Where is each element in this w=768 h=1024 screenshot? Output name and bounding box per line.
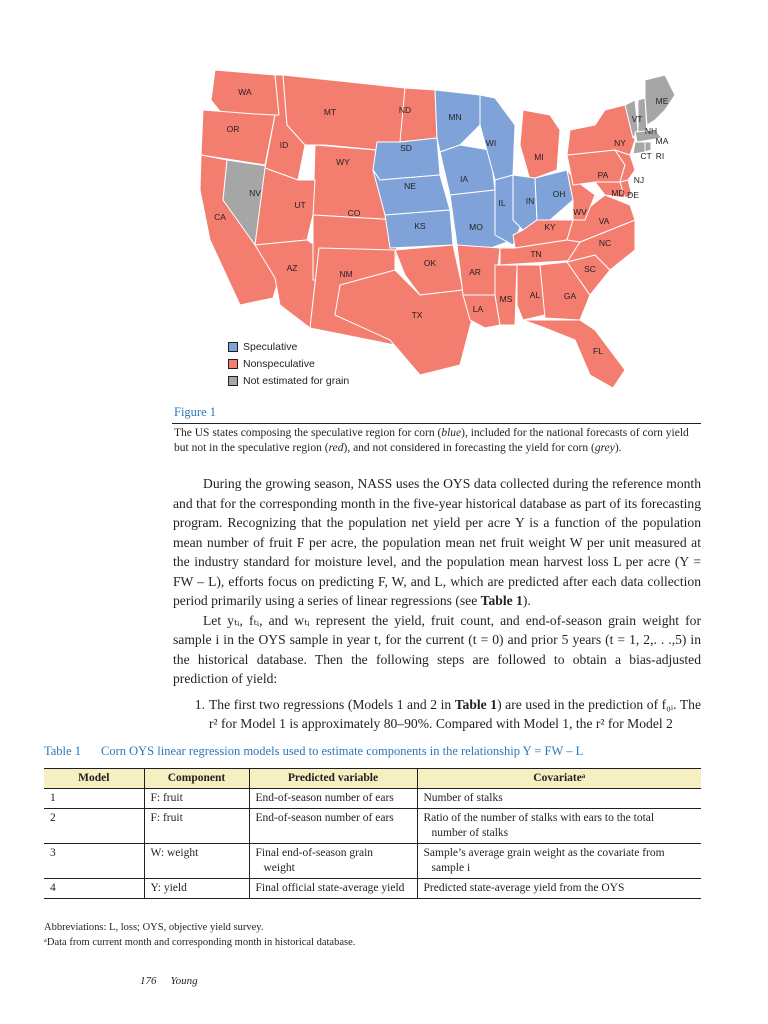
list-item: 1. The first two regressions (Models 1 and 2 in Table 1) are used in the prediction of f₀ᵢ. The r² for Model 1 is approximately 80–90%. Compared with Model 1, the r² for Model 2 xyxy=(194,696,701,731)
state-label-wi: WI xyxy=(485,138,497,148)
page-footer xyxy=(140,975,198,987)
column-header: Component xyxy=(144,769,249,789)
state-label-md: MD xyxy=(611,188,625,198)
footnote: ᵃData from current month and corresponding month in historical database. xyxy=(44,937,356,948)
state-label-tx: TX xyxy=(411,310,423,320)
state-label-ri: RI xyxy=(655,151,665,161)
state-label-mn: MN xyxy=(448,112,462,122)
legend-item-speculative xyxy=(228,338,349,355)
map-legend xyxy=(228,338,349,389)
legend-label: Not estimated for grain xyxy=(243,374,350,387)
state-mt xyxy=(283,75,405,152)
state-label-la: LA xyxy=(472,304,484,314)
state-label-wy: WY xyxy=(336,157,350,167)
state-label-ky: KY xyxy=(544,222,556,232)
state-label-ut: UT xyxy=(294,200,306,210)
state-label-nj: NJ xyxy=(633,175,645,185)
state-label-ar: AR xyxy=(469,267,481,277)
state-label-sc: SC xyxy=(584,264,596,274)
column-header: Covariateᵃ xyxy=(417,769,701,789)
state-ia xyxy=(440,145,495,195)
state-pa xyxy=(567,150,625,185)
regression-table xyxy=(44,768,701,899)
state-label-id: ID xyxy=(279,140,289,150)
state-label-ia: IA xyxy=(459,174,469,184)
abbreviations-note: Abbreviations: L, loss; OYS, objective yield survey. xyxy=(44,922,264,933)
table-row: 1 F: fruit End-of-season number of ears Number of stalks xyxy=(44,789,701,809)
table-row: 3 W: weight Final end-of-season grain weight Sample’s average grain weight as the covariate from sample i xyxy=(44,844,701,879)
table-row: 4 Y: yield Final official state-average yield Predicted state-average yield from the OYS xyxy=(44,879,701,899)
state-label-vt: VT xyxy=(631,114,643,124)
state-label-ne: NE xyxy=(404,181,416,191)
state-label-ks: KS xyxy=(414,221,426,231)
body-text xyxy=(173,474,701,734)
page-number: 176 xyxy=(140,975,157,987)
state-label-al: AL xyxy=(529,290,541,300)
state-label-mi: MI xyxy=(534,152,544,162)
table-header-row xyxy=(44,769,701,789)
caption-divider xyxy=(172,423,701,424)
table-row: 2 F: fruit End-of-season number of ears Ratio of the number of stalks with ears to the total number of stalks xyxy=(44,809,701,844)
column-header: Predicted variable xyxy=(249,769,417,789)
state-mi xyxy=(520,110,560,180)
state-label-wv: WV xyxy=(573,207,587,217)
state-nd xyxy=(400,88,437,142)
state-label-il: IL xyxy=(498,198,506,208)
legend-swatch-red xyxy=(228,359,238,369)
state-label-in: IN xyxy=(525,196,535,206)
state-label-nc: NC xyxy=(598,238,612,248)
state-label-de: DE xyxy=(627,190,639,200)
legend-item-not-estimated xyxy=(228,372,349,389)
state-label-wa: WA xyxy=(238,87,252,97)
state-label-fl: FL xyxy=(593,346,603,356)
state-label-pa: PA xyxy=(597,170,609,180)
legend-swatch-blue xyxy=(228,342,238,352)
state-label-mo: MO xyxy=(469,222,483,232)
state-label-me: ME xyxy=(655,96,669,106)
state-label-ca: CA xyxy=(214,212,226,222)
state-label-nh: NH xyxy=(644,126,658,136)
state-fl xyxy=(523,320,625,388)
running-author: Young xyxy=(170,975,198,987)
state-label-nv: NV xyxy=(249,188,261,198)
state-label-ga: GA xyxy=(563,291,577,301)
state-label-ms: MS xyxy=(499,294,513,304)
legend-label: Nonspeculative xyxy=(243,357,315,370)
paragraph: During the growing season, NASS uses the OYS data collected during the reference month and that for the corresponding month in the five-year historical database as part of its forecasting program. Recognizing that the population net yield per acre Y is a function of the population mean number of fruit F per acre, the population mean net fruit weight W per unit measured at the industry standard for moisture level, and the population mean harvest loss L per acre (Y = FW – L), efforts focus on predicting F, W, and L, which are predicted after each data collection period primarily using a series of linear regressions (see Table 1). xyxy=(173,476,701,608)
state-label-tn: TN xyxy=(530,249,542,259)
legend-label: Speculative xyxy=(243,340,298,353)
state-label-ma: MA xyxy=(655,136,669,146)
legend-item-nonspeculative xyxy=(228,355,349,372)
state-label-va: VA xyxy=(598,216,610,226)
state-label-or: OR xyxy=(226,124,240,134)
state-ut xyxy=(255,168,315,245)
table-title: Table 1 Corn OYS linear regression models used to estimate components in the relationship Y = FW – L xyxy=(44,744,584,758)
state-label-sd: SD xyxy=(400,143,412,153)
state-label-ct: CT xyxy=(640,151,652,161)
legend-swatch-grey xyxy=(228,376,238,386)
paragraph: Let yₜᵢ, fₜᵢ, and wₜᵢ represent the yield, fruit count, and end-of-season grain weight for sample i in the OYS sample in year t, for the current (t = 0) and prior 5 years (t = 1, 2,. . .,5) in the historical database. Then the following steps are followed to obtain a bias-adjusted prediction of yield: xyxy=(173,612,701,686)
state-label-oh: OH xyxy=(552,189,566,199)
state-label-nm: NM xyxy=(339,269,353,279)
state-label-mt: MT xyxy=(323,107,337,117)
state-label-ny: NY xyxy=(614,138,626,148)
state-label-az: AZ xyxy=(286,263,298,273)
figure-caption: The US states composing the speculative region for corn (blue), included for the national forecasts of corn yield but not in the speculative region (red), and not considered in forecasting the yield for corn (grey). xyxy=(174,427,689,454)
state-label-ok: OK xyxy=(423,258,437,268)
figure-label: Figure 1 xyxy=(174,405,217,419)
state-label-co: CO xyxy=(347,208,361,218)
table-notes xyxy=(44,920,355,950)
state-label-nd: ND xyxy=(398,105,412,115)
column-header: Model xyxy=(44,769,144,789)
